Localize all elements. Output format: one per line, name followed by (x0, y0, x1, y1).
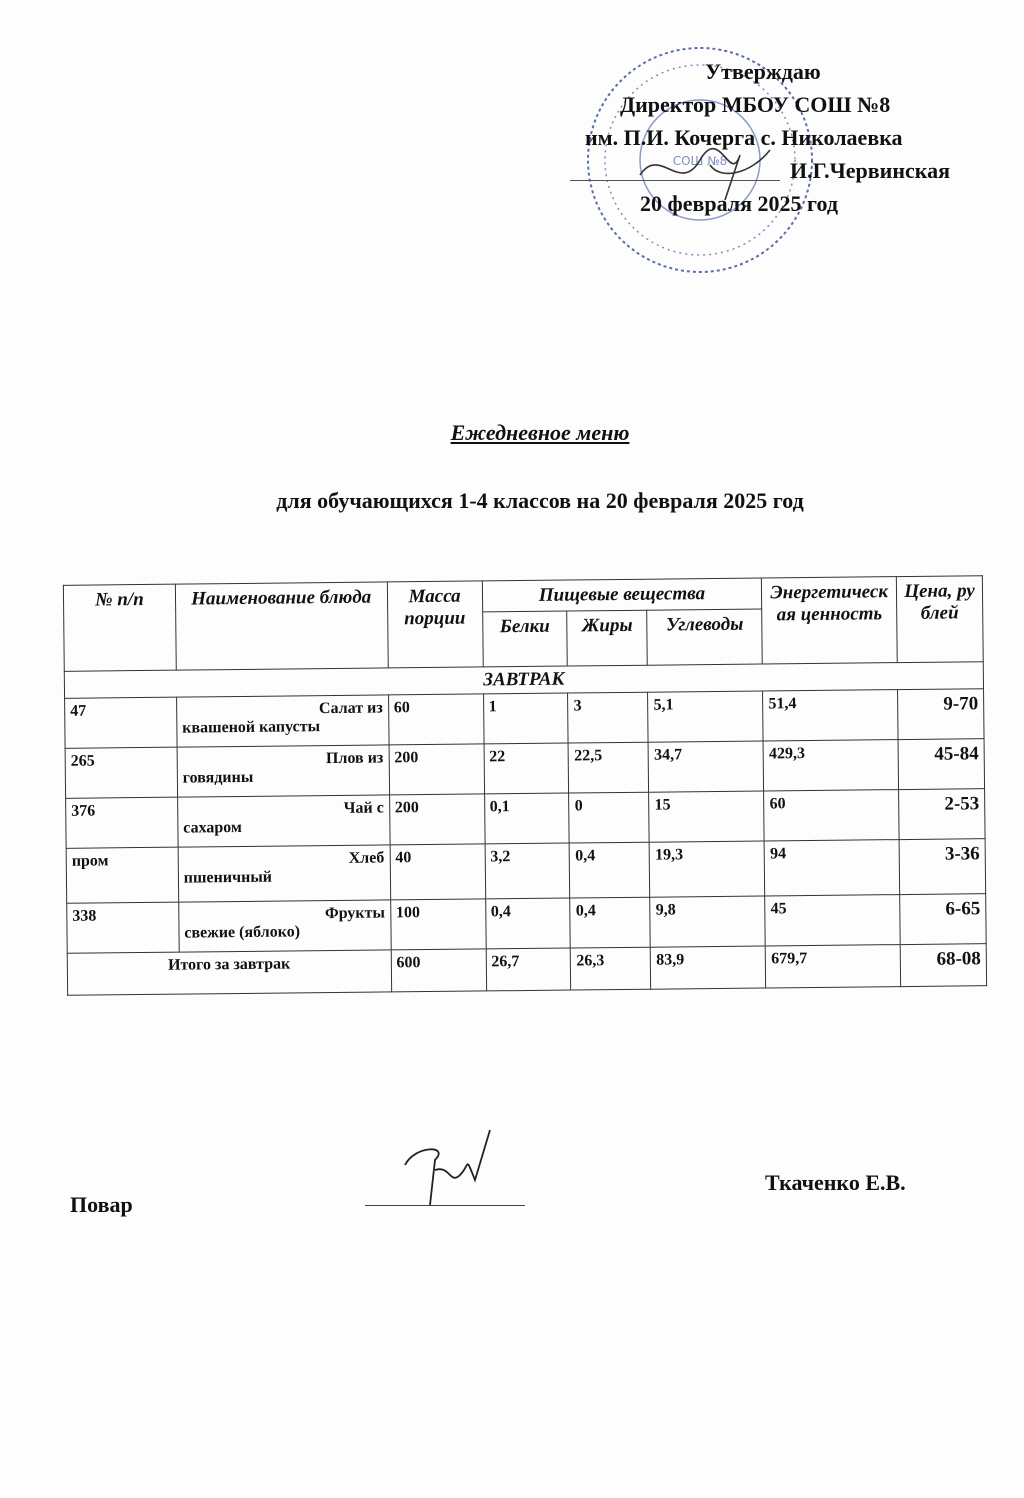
cell-price: 45-84 (898, 739, 984, 790)
dish-name-line2: сахаром (183, 818, 242, 837)
cell-price: 2-53 (899, 789, 985, 840)
header-nutrients: Пищевые вещества (482, 578, 762, 612)
section-breakfast: ЗАВТРАК (64, 662, 983, 699)
cell-name (178, 845, 390, 902)
total-label: Итого за завтрак (67, 950, 391, 995)
cell-fat: 3 (568, 692, 648, 743)
total-protein: 26,7 (486, 948, 571, 991)
cell-protein: 0,4 (485, 898, 570, 949)
header-price: Цена, рублей (896, 576, 983, 663)
document-subtitle: для обучающихся 1-4 классов на 20 февраля 2025 год (276, 488, 804, 513)
menu-table (63, 575, 987, 996)
dish-name-line2: пшеничный (183, 868, 273, 887)
cell-energy: 60 (764, 790, 899, 841)
cell-price: 9-70 (898, 689, 984, 740)
cell-energy: 51,4 (763, 690, 898, 741)
total-fat: 26,3 (571, 947, 651, 990)
cell-energy: 429,3 (763, 740, 898, 791)
dish-name-line2: квашеной капусты (182, 718, 321, 737)
cell-mass: 200 (389, 794, 484, 845)
cell-name (176, 695, 388, 747)
dish-name-line1: Хлеб (348, 849, 385, 867)
dish-name-line2: говядины (182, 768, 254, 787)
director-signature (630, 135, 780, 205)
cell-num: 47 (65, 697, 177, 748)
cell-num: пром (66, 847, 178, 903)
header-protein: Белки (482, 611, 567, 667)
cell-fat: 0,4 (570, 842, 651, 898)
total-price: 68-08 (900, 944, 986, 987)
cell-name (179, 900, 391, 952)
cell-carbs: 5,1 (648, 691, 763, 742)
header-carbs: Углеводы (647, 609, 762, 665)
header-num: № п/п (63, 584, 176, 671)
dish-name-line1: Плов из (325, 749, 384, 768)
approval-line: Утверждаю (705, 59, 821, 84)
dish-name-line1: Салат из (318, 699, 383, 718)
cell-protein: 22 (484, 743, 569, 794)
document-title: Ежедневное меню (450, 420, 630, 445)
total-carbs: 83,9 (651, 946, 766, 989)
cell-fat: 0 (569, 792, 649, 843)
cell-mass: 100 (390, 899, 485, 950)
dish-name-line1: Фрукты (324, 904, 386, 923)
approval-line: И.Г.Червинская (790, 158, 951, 183)
cell-num: 338 (67, 902, 179, 953)
cell-protein: 1 (483, 693, 568, 744)
cell-protein: 3,2 (485, 843, 570, 899)
svg-text:СОШ №8: СОШ №8 (672, 154, 728, 168)
approval-line: Директор МБОУ СОШ №8 (620, 92, 891, 117)
cook-signature (390, 1125, 510, 1215)
cell-name (177, 745, 389, 797)
table-row (66, 839, 986, 904)
cell-price: 6-65 (900, 894, 986, 945)
cell-price: 3-36 (899, 839, 986, 895)
cook-role: Повар (70, 1192, 133, 1217)
total-mass: 600 (391, 949, 486, 992)
cell-num: 376 (66, 797, 178, 848)
cell-mass: 60 (388, 694, 483, 745)
cook-name: Ткаченко Е.В. (765, 1170, 906, 1195)
cell-name (177, 795, 389, 847)
cell-energy: 45 (765, 895, 900, 946)
dish-name-line2: свежие (яблоко) (184, 923, 301, 942)
header-energy: Энергетическая ценность (762, 577, 898, 664)
cell-mass: 40 (390, 844, 486, 900)
cell-energy: 94 (764, 840, 899, 896)
cell-mass: 200 (389, 744, 484, 795)
total-energy: 679,7 (766, 945, 901, 988)
cell-carbs: 19,3 (649, 841, 764, 897)
cell-fat: 22,5 (569, 742, 649, 793)
cell-fat: 0,4 (570, 897, 650, 948)
cell-protein: 0,1 (484, 793, 569, 844)
cell-carbs: 9,8 (650, 896, 765, 947)
total-row (67, 944, 986, 996)
header-name: Наименование блюда (175, 582, 388, 670)
header-fat: Жиры (567, 610, 648, 666)
cell-carbs: 15 (649, 791, 764, 842)
approval-line: им. П.И. Кочерга с. Николаевка (585, 125, 903, 150)
dish-name-line1: Чай с (343, 799, 384, 817)
header-mass: Масса порции (387, 581, 483, 668)
cell-num: 265 (65, 747, 177, 798)
cell-carbs: 34,7 (648, 741, 763, 792)
cook-signature-line (365, 1205, 525, 1206)
approval-date: 20 февраля 2025 год (640, 191, 838, 216)
